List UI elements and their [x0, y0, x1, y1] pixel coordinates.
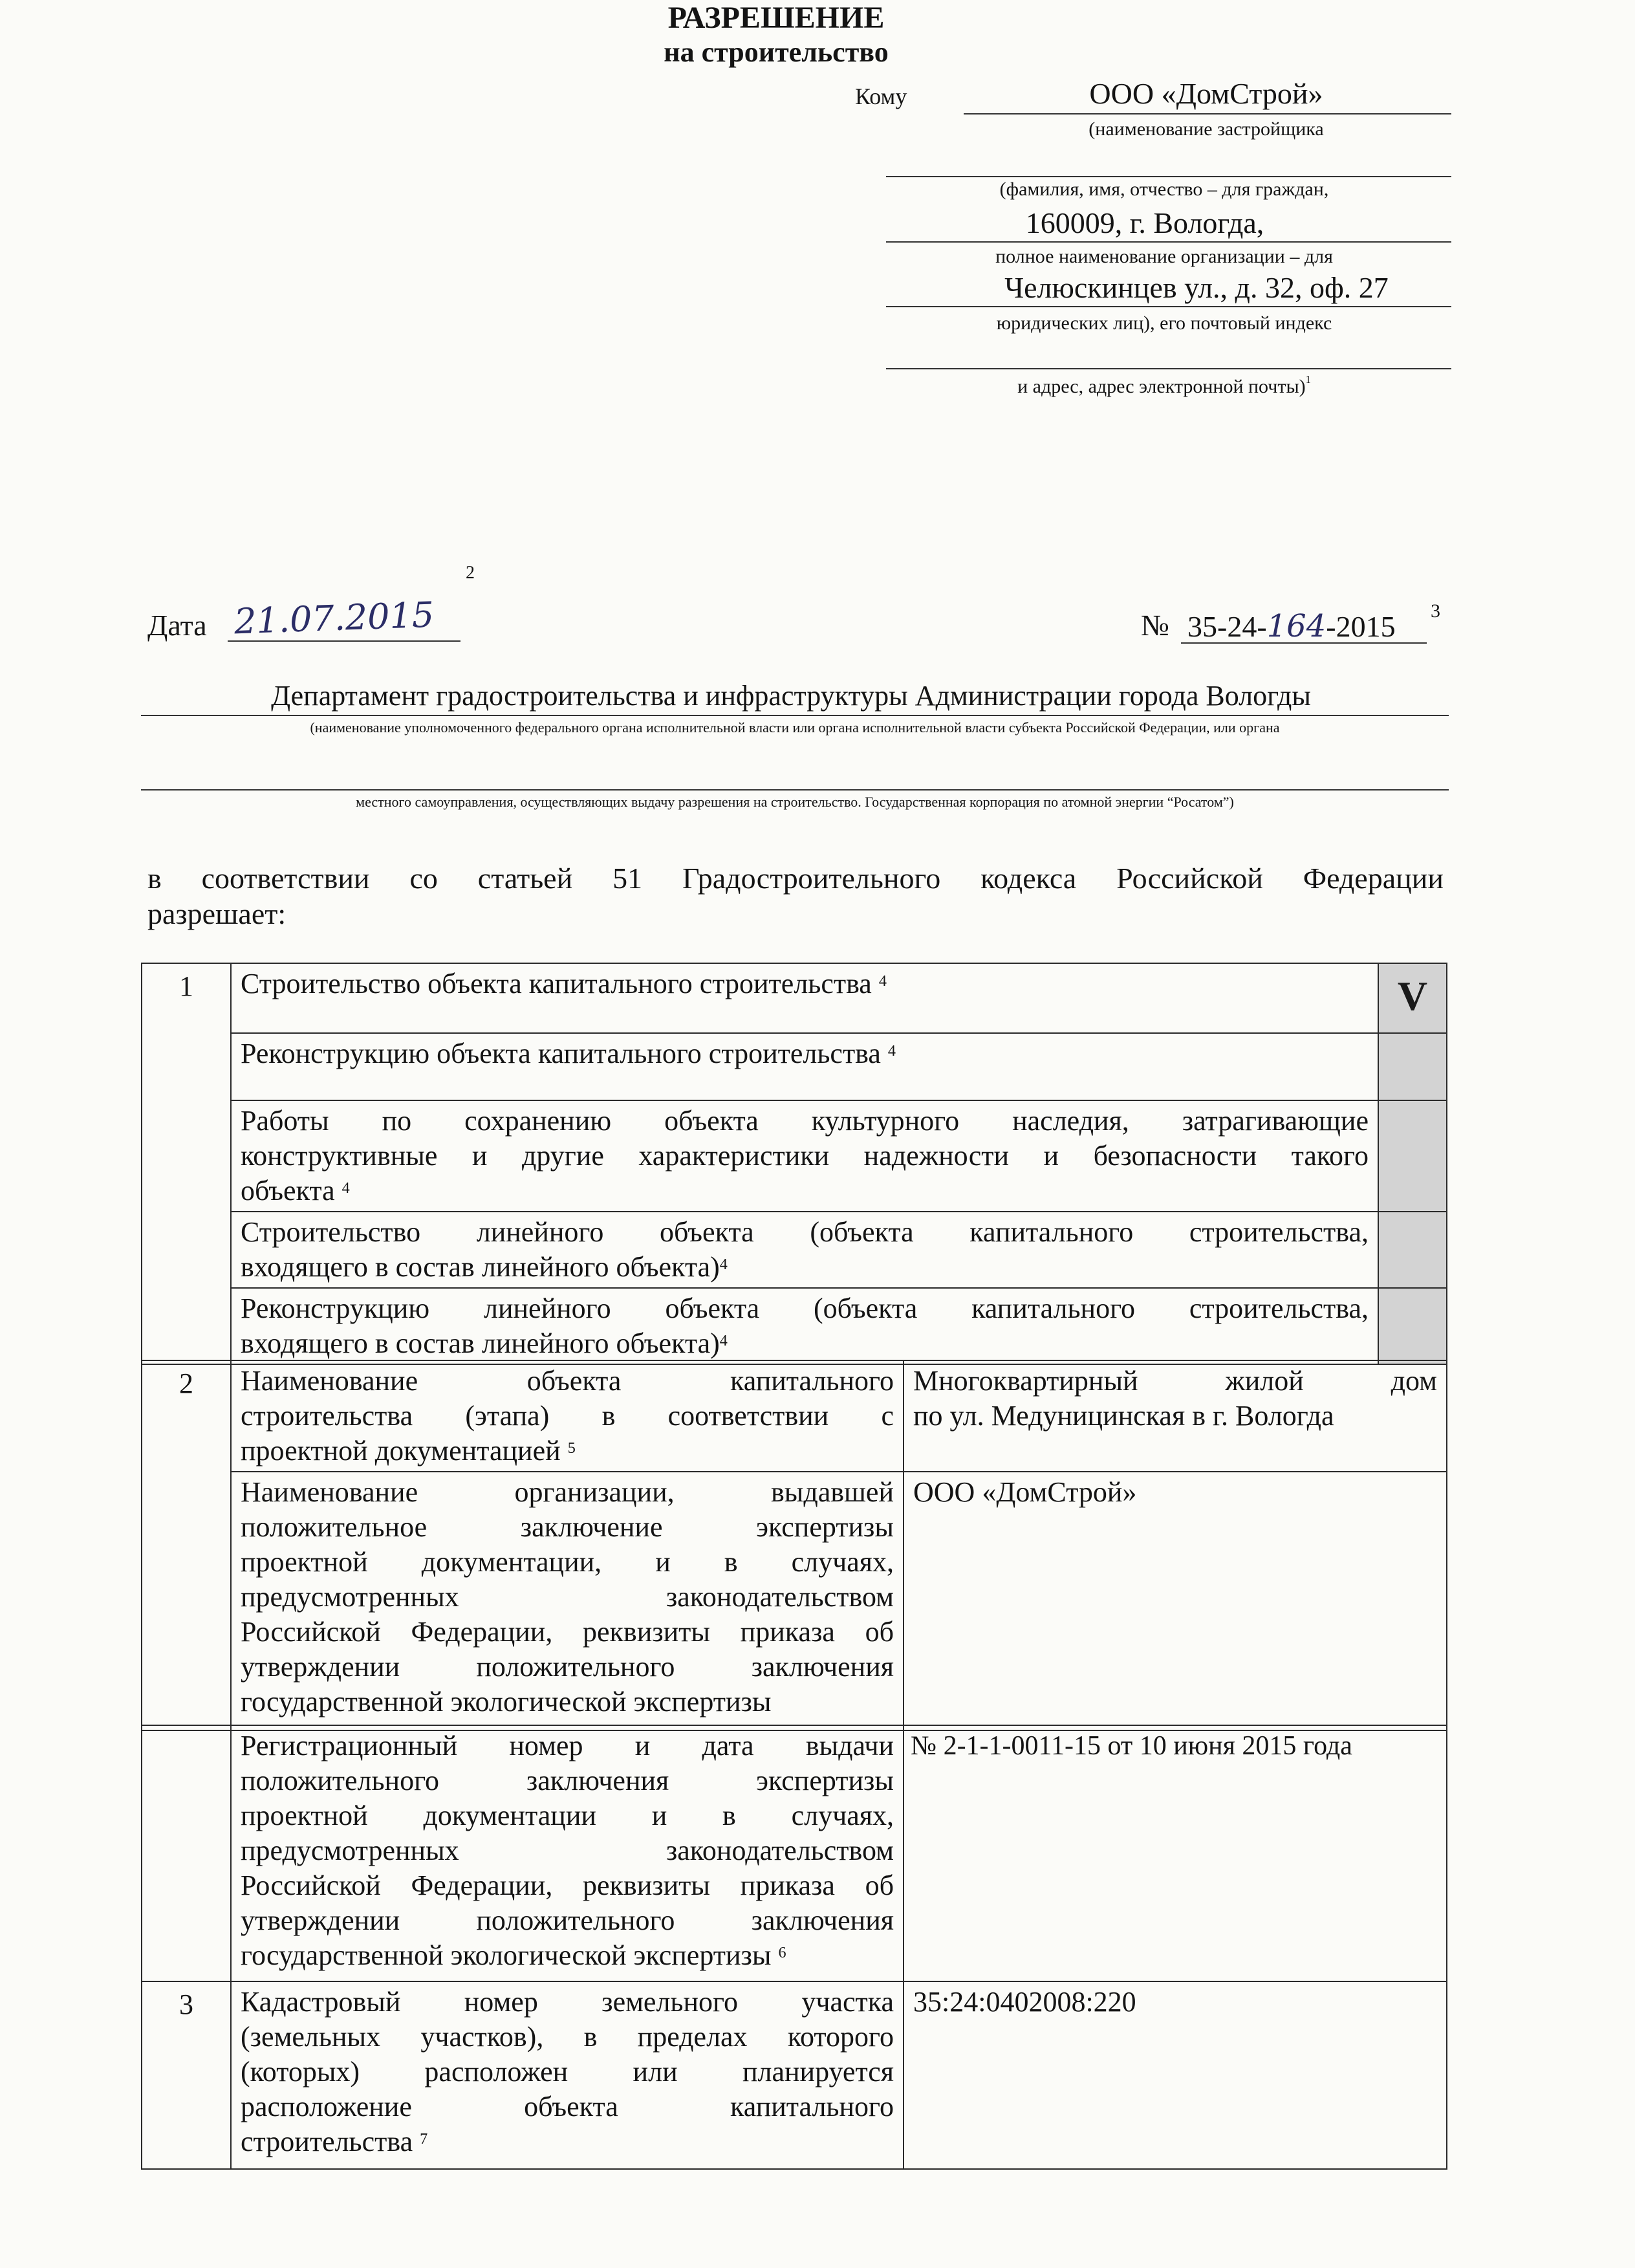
- row-2-continued-number: [142, 1725, 231, 1981]
- recipient-line-4: [886, 306, 1451, 307]
- cadastral-number-label: Кадастровый номер земельного участка (земельных участков), в пределах которого (которых) расположен или планируется расположение объекта капитального строительства $^7$: [231, 1981, 904, 2169]
- document-subtitle: на строительство: [664, 36, 889, 68]
- number-suffix: -2015: [1326, 610, 1396, 643]
- date-underline: [228, 640, 460, 642]
- footnote-ref-3: 3: [1431, 600, 1440, 622]
- checkbox-linear-construction[interactable]: [1378, 1212, 1447, 1288]
- recipient-line-3: [886, 241, 1451, 243]
- footnote-ref-1: 1: [1305, 373, 1311, 386]
- option-reconstruction: Реконструкцию объекта капитального строительства $^4$: [231, 1033, 1378, 1100]
- option-linear-reconstruction: Реконструкцию линейного объекта (объекта капитального строительства, входящего в состав линейного объекта)$^4$: [231, 1288, 1378, 1364]
- row-1-number: 1: [142, 963, 231, 1364]
- object-name-label: Наименование объекта капитального строительства (этапа) в соответствии с проектной документацией $^5$: [231, 1360, 904, 1472]
- checkbox-linear-reconstruction[interactable]: [1378, 1288, 1447, 1364]
- checkbox-reconstruction[interactable]: [1378, 1033, 1447, 1100]
- recipient-line-1: [964, 113, 1451, 114]
- hint-address: и адрес, адрес электронной почты)$^1$: [1017, 373, 1311, 397]
- recipient-line-5: [886, 368, 1451, 369]
- permit-table-section-2: [141, 1360, 1447, 1731]
- hint-person-name: (фамилия, имя, отчество – для граждан,: [999, 179, 1329, 200]
- cadastral-number-value: 35:24:0402008:220: [904, 1981, 1447, 2169]
- option-cultural-heritage: Работы по сохранению объекта культурного наследия, затрагивающие конструктивные и другие характеристики надежности и безопасности такого объекта $^4$: [231, 1100, 1378, 1212]
- expert-registration-label: Регистрационный номер и дата выдачи положительного заключения экспертизы проектной документации и в случаях, предусмотренных законодательством Российской Федерации, реквизиты приказа об утверждении положительного заключения государственной экологической экспертизы $^6$: [231, 1725, 904, 1981]
- recipient-address-line-1: 160009, г. Вологда,: [1025, 206, 1264, 239]
- checkbox-cultural-heritage[interactable]: [1378, 1100, 1447, 1212]
- expert-registration-value: № 2-1-1-0011-15 от 10 июня 2015 года: [904, 1725, 1447, 1981]
- authority-hint-1: (наименование уполномоченного федерального органа исполнительной власти или органа исполнительной власти субъекта Российской Федерации, или органа: [310, 719, 1280, 736]
- authority-hint-2: местного самоуправления, осуществляющих выдачу разрешения на строительство. Государственная корпорация по атомной энергии “Росатом”): [356, 794, 1234, 810]
- intro-line-2: разрешает:: [147, 897, 287, 930]
- hint-developer-name: (наименование застройщика: [1088, 118, 1324, 140]
- date-value: 21.07.2015: [233, 594, 435, 642]
- check-mark-icon: V: [1397, 972, 1428, 1019]
- checkbox-new-construction[interactable]: [1378, 963, 1447, 1033]
- recipient-company: ООО «ДомСтрой»: [1089, 77, 1323, 110]
- to-label: Кому: [855, 83, 907, 109]
- date-label: Дата: [147, 609, 207, 642]
- option-linear-construction: Строительство линейного объекта (объекта капитального строительства, входящего в состав линейного объекта)$^4$: [231, 1212, 1378, 1288]
- footnote-ref-2: 2: [466, 563, 475, 583]
- authority-underline: [141, 715, 1449, 716]
- number-underline: [1181, 642, 1427, 644]
- recipient-address-line-2: Челюскинцев ул., д. 32, оф. 27: [1004, 271, 1389, 304]
- hint-org-name: полное наименование организации – для: [995, 246, 1333, 267]
- intro-line-1: в соответствии со статьей 51 Градостроительного кодекса Российской Федерации: [147, 862, 1444, 895]
- number-prefix: 35-24-: [1187, 610, 1267, 643]
- number-label: №: [1141, 609, 1169, 642]
- expert-org-label: Наименование организации, выдавшей положительное заключение экспертизы проектной документации, и в случаях, предусмотренных законодательством Российской Федерации, реквизиты приказа об утверждении положительного заключения государственной экологической экспертизы: [231, 1472, 904, 1730]
- row-3-number: 3: [142, 1981, 231, 2169]
- permit-table-section-3: [141, 1725, 1447, 2170]
- permit-table-section-1: [141, 963, 1447, 1365]
- recipient-line-2: [886, 176, 1451, 177]
- object-name-value: Многоквартирный жилой дом по ул. Медуницинская в г. Вологда: [904, 1360, 1447, 1472]
- number-value: [1187, 608, 1396, 644]
- intro-text: [147, 860, 1444, 932]
- authority-name: Департамент градостроительства и инфраструктуры Администрации города Вологды: [271, 680, 1311, 712]
- authority-line-2: [141, 789, 1449, 791]
- document-title: РАЗРЕШЕНИЕ: [667, 1, 885, 35]
- option-new-construction: Строительство объекта капитального строительства $^4$: [231, 963, 1378, 1033]
- hint-legal-entity: юридических лиц), его почтовый индекс: [996, 312, 1332, 334]
- number-handwritten: 164: [1266, 608, 1326, 644]
- expert-org-value: ООО «ДомСтрой»: [904, 1472, 1447, 1730]
- row-2-number: 2: [142, 1360, 231, 1730]
